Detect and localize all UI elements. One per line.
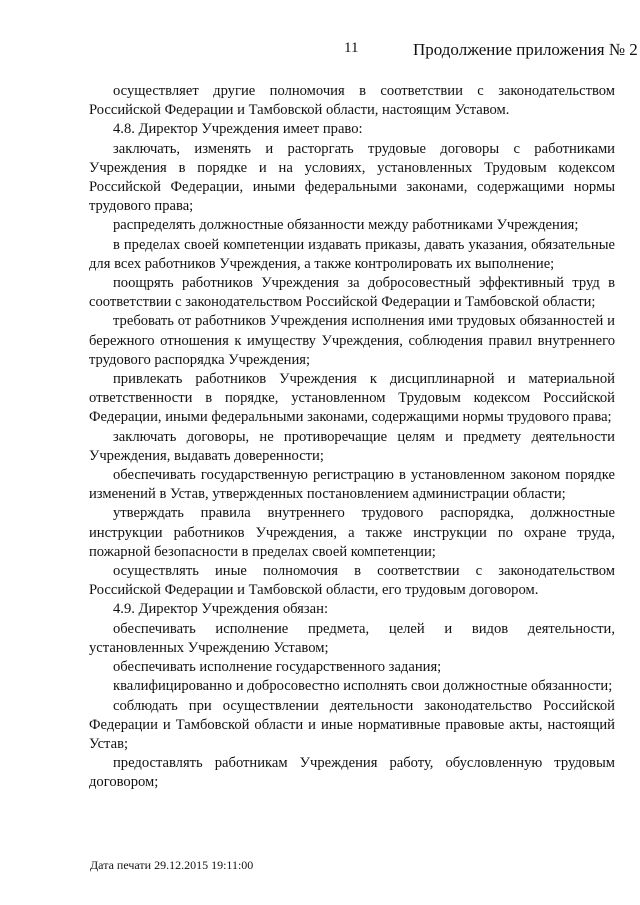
list-item: предоставлять работникам Учреждения работу, обусловленную трудовым договором; [89,755,615,791]
list-item: соблюдать при осуществлении деятельности законодательство Российской Федерации и Тамбовской области и иные нормативные правовые акты, настоящий Устав; [89,697,615,752]
section-heading-4-9: 4.9. Директор Учреждения обязан: [113,601,328,618]
list-item: обеспечивать государственную регистрацию в установленном законом порядке изменений в Устав, утвержденных постановлением администрации области; [89,467,615,503]
appendix-continuation-title: Продолжение приложения № 2 [413,40,638,59]
list-item: квалифицированно и добросовестно исполнять свои должностные обязанности; [113,678,613,695]
list-item: требовать от работников Учреждения исполнения ими трудовых обязанностей и бережного отношения к имуществу Учреждения, соблюдения правил внутреннего трудового распорядка Учреждения; [89,313,615,368]
section-heading-4-8: 4.8. Директор Учреждения имеет право: [113,121,363,138]
list-item: заключать, изменять и расторгать трудовые договоры с работниками Учреждения в порядке и на условиях, установленных Трудовым кодексом Российской Федерации, иными федеральными законами, содержащими нормы трудового права; [89,140,615,215]
page-number: 11 [344,40,359,56]
list-item: поощрять работников Учреждения за добросовестный эффективный труд в соответствии с законодательством Российской Федерации и Тамбовской области; [89,275,615,311]
list-item: распределять должностные обязанности между работниками Учреждения; [113,217,579,234]
list-item: осуществлять иные полномочия в соответствии с законодательством Российской Федерации и Тамбовской области, его трудовым договором. [89,563,615,599]
list-item: обеспечивать исполнение предмета, целей и видов деятельности, установленных Учреждению Уставом; [89,620,615,656]
list-item: в пределах своей компетенции издавать приказы, давать указания, обязательные для всех работников Учреждения, а также контролировать их выполнение; [89,236,615,272]
document-body [89,82,615,793]
paragraph: осуществляет другие полномочия в соответствии с законодательством Российской Федерации и Тамбовской области, настоящим Уставом. [89,83,615,119]
list-item: утверждать правила внутреннего трудового распорядка, должностные инструкции работников Учреждения, а также инструкции по охране труда, пожарной безопасности в пределах своей компетенции; [89,505,615,560]
list-item: заключать договоры, не противоречащие целям и предмету деятельности Учреждения, выдавать доверенности; [89,428,615,464]
list-item: обеспечивать исполнение государственного задания; [113,659,442,676]
list-item: привлекать работников Учреждения к дисциплинарной и материальной ответственности в порядке, установленном Трудовым кодексом Российской Федерации, иными федеральными законами, содержащими нормы трудового права; [89,371,615,426]
print-date: Дата печати 29.12.2015 19:11:00 [90,858,254,872]
